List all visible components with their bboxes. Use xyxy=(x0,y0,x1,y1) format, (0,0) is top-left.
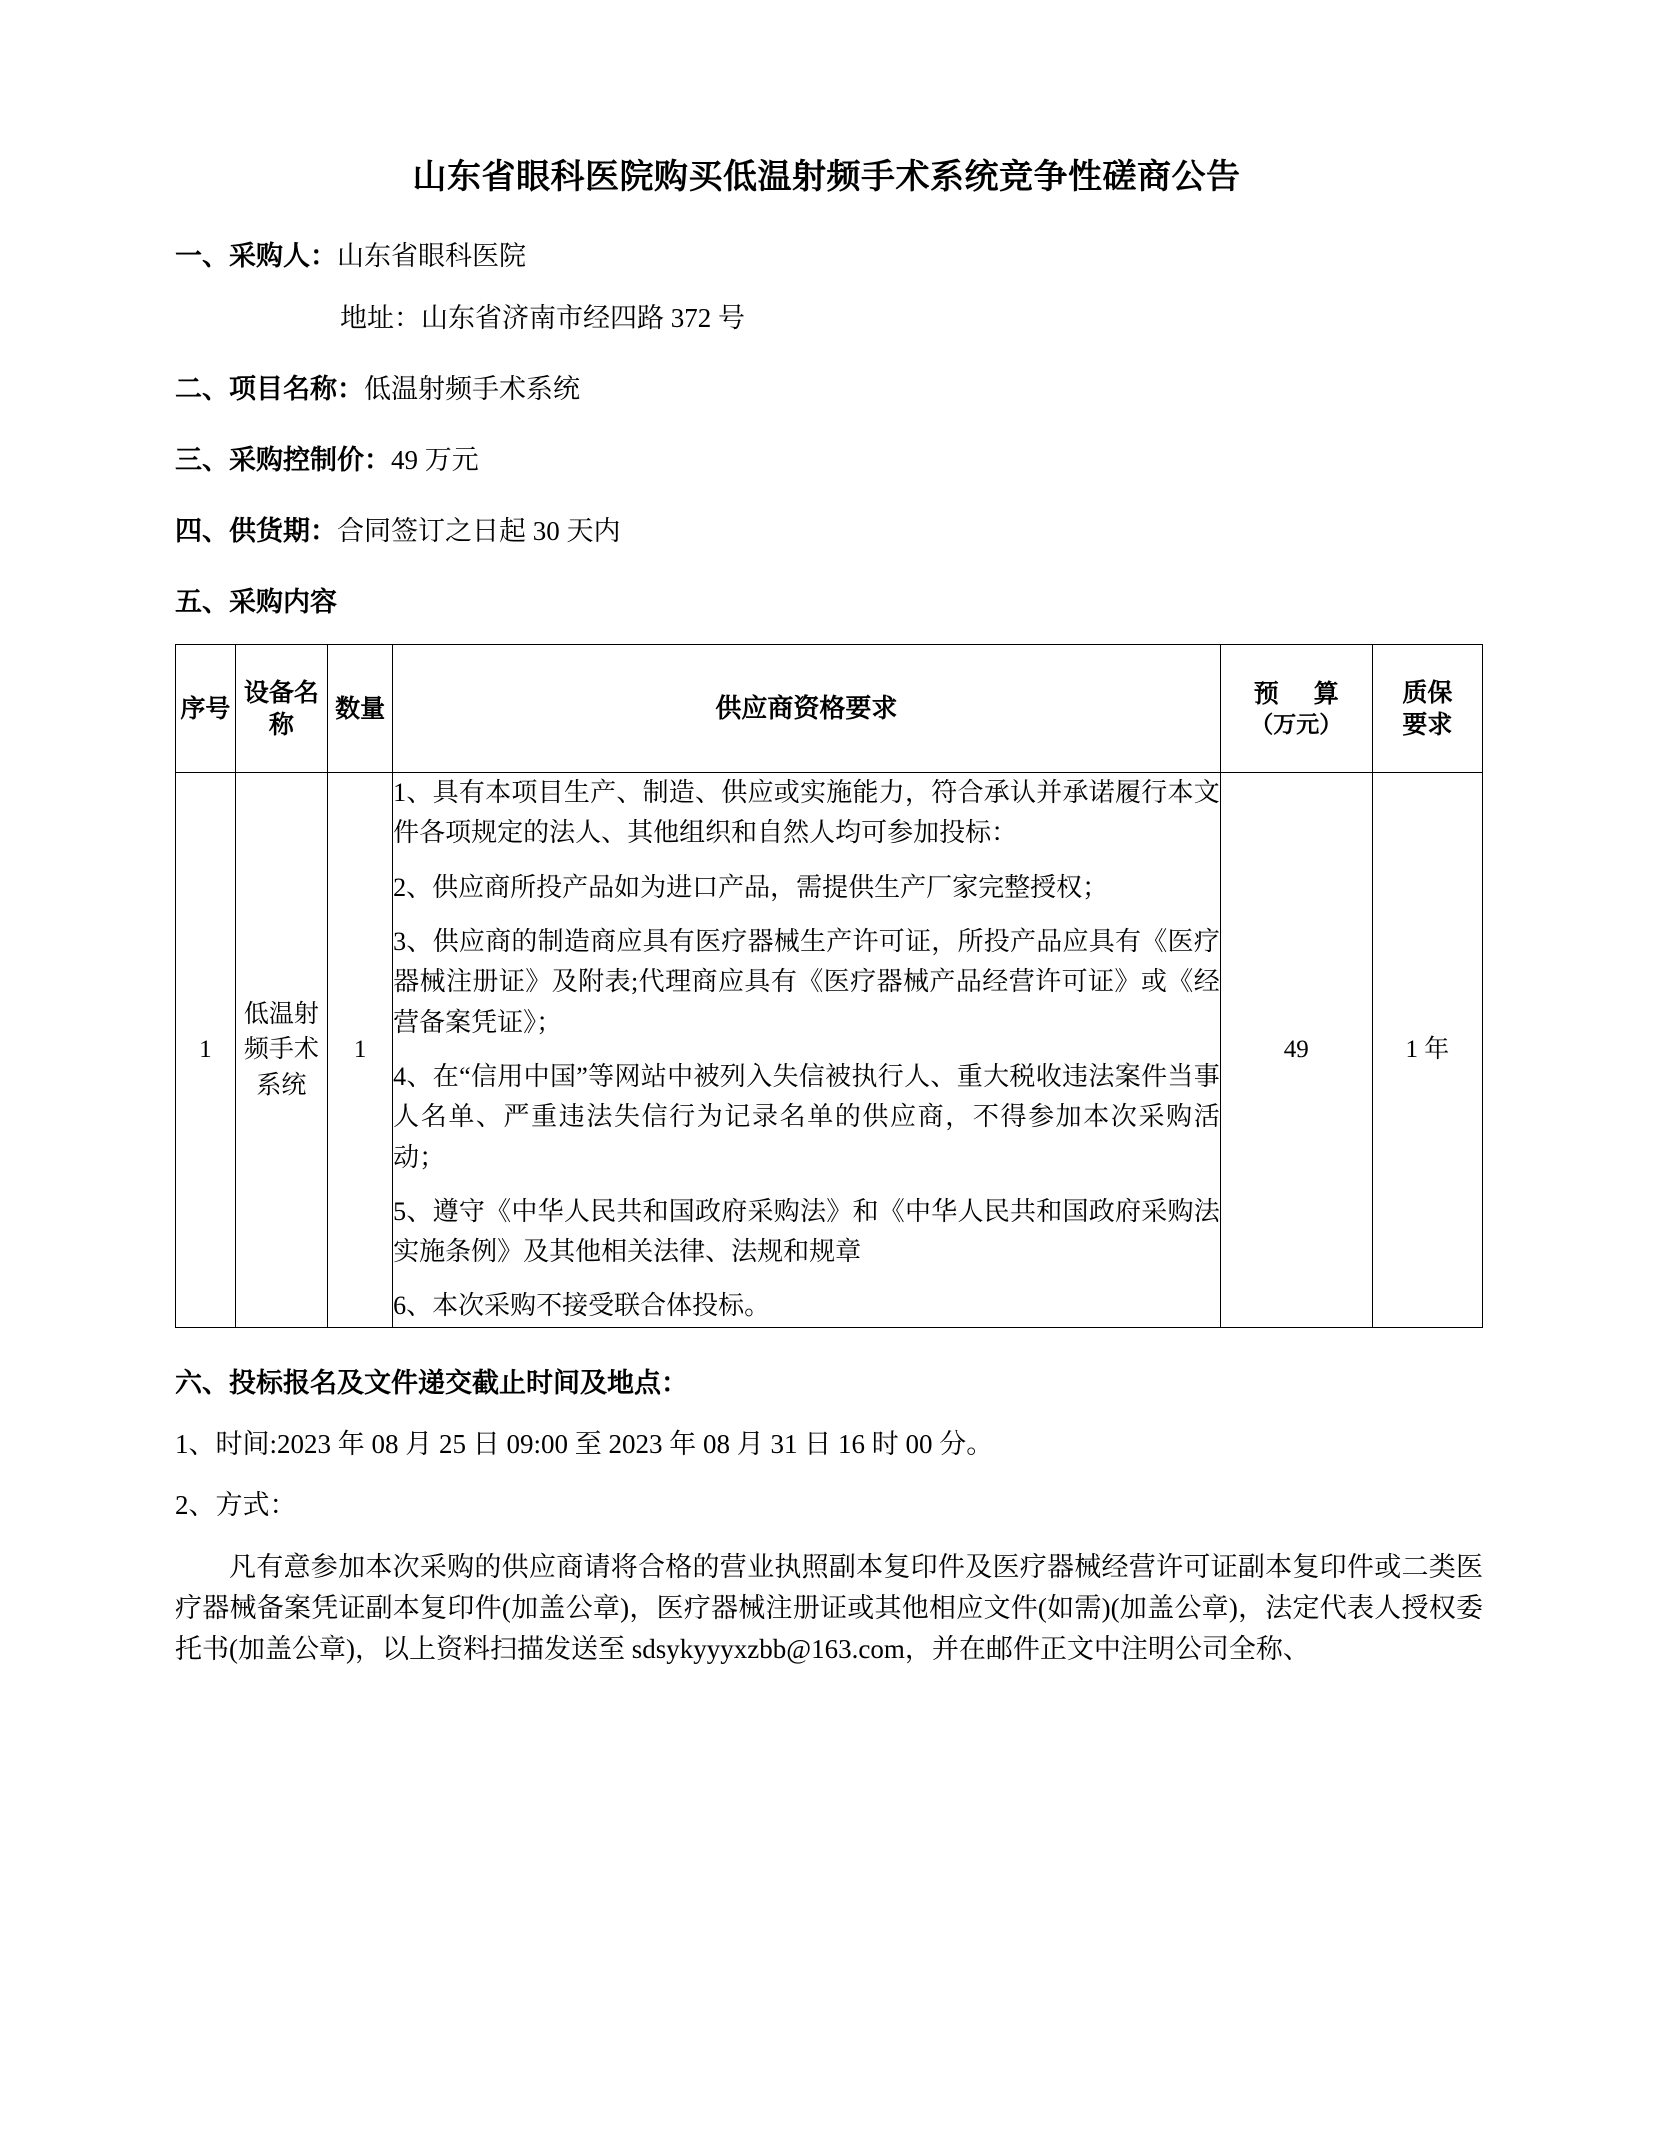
submission-paragraph: 凡有意参加本次采购的供应商请将合格的营业执照副本复印件及医疗器械经营许可证副本复印件或二类医疗器械备案凭证副本复印件(加盖公章)，医疗器械注册证或其他相应文件(如需)(加盖公章)，法定代表人授权委托书(加盖公章)，以上资料扫描发送至 sdsykyyyxzbb@163.com，并在邮件正文中注明公司全称、 xyxy=(175,1551,1483,1664)
section-control-price-label: 三、采购控制价： xyxy=(175,445,391,476)
requirement-item: 1、具有本项目生产、制造、供应或实施能力，符合承认并承诺履行本文件各项规定的法人、其他组织和自然人均可参加投标： xyxy=(393,778,1220,848)
section-delivery-period-value: 合同签订之日起 30 天内 xyxy=(337,516,621,547)
cell-warranty: 1 年 xyxy=(1372,773,1482,1328)
deadline-time-line: 1、时间:2023 年 08 月 25 日 09:00 至 2023 年 08 月 31 日 16 时 00 分。 xyxy=(175,1428,994,1459)
header-quantity: 数量 xyxy=(328,645,393,773)
table-header-row xyxy=(176,645,1483,773)
document-body xyxy=(0,243,1653,1670)
cell-requirements xyxy=(393,773,1221,1328)
procurement-table xyxy=(175,644,1483,1328)
section-delivery-period xyxy=(175,518,1483,545)
section-deadline-heading: 六、投标报名及文件递交截止时间及地点： xyxy=(175,1367,688,1398)
page-title: 山东省眼科医院购买低温射频手术系统竞争性磋商公告 xyxy=(412,158,1241,196)
header-device-name: 设备名称 xyxy=(235,645,327,773)
header-requirements: 供应商资格要求 xyxy=(393,645,1221,773)
purchaser-address: 地址：山东省济南市经四路 372 号 xyxy=(340,303,745,334)
section-procurement-content-heading: 五、采购内容 xyxy=(175,587,337,618)
section-control-price xyxy=(175,447,1483,474)
header-budget-unit: （万元） xyxy=(1250,710,1343,737)
section-control-price-value: 49 万元 xyxy=(391,445,479,476)
header-budget xyxy=(1220,645,1372,773)
section-purchaser-label: 一、采购人： xyxy=(175,241,337,272)
section-project-name xyxy=(175,376,1483,403)
cell-quantity: 1 xyxy=(328,773,393,1328)
requirement-item: 6、本次采购不接受联合体投标。 xyxy=(393,1291,771,1321)
deadline-method-line: 2、方式： xyxy=(175,1489,297,1520)
header-warranty-top: 质保 xyxy=(1402,678,1453,707)
section-purchaser-value: 山东省眼科医院 xyxy=(337,241,526,272)
requirement-item: 5、遵守《中华人民共和国政府采购法》和《中华人民共和国政府采购法实施条例》及其他相关法律、法规和规章 xyxy=(393,1196,1220,1267)
cell-budget: 49 xyxy=(1220,773,1372,1328)
section-delivery-period-label: 四、供货期： xyxy=(175,516,337,547)
table-row xyxy=(176,773,1483,1328)
requirement-item: 2、供应商所投产品如为进口产品，需提供生产厂家完整授权； xyxy=(393,872,1109,902)
cell-device-name: 低温射频手术系统 xyxy=(235,773,327,1328)
header-no: 序号 xyxy=(176,645,236,773)
section-project-name-label: 二、项目名称： xyxy=(175,374,364,405)
header-warranty xyxy=(1372,645,1482,773)
header-warranty-bottom: 要求 xyxy=(1402,710,1453,739)
header-budget-top: 预 算 xyxy=(1253,679,1353,708)
cell-no: 1 xyxy=(176,773,236,1328)
requirement-item: 4、在“信用中国”等网站中被列入失信被执行人、重大税收违法案件当事人名单、严重违法失信行为记录名单的供应商，不得参加本次采购活动； xyxy=(393,1061,1220,1172)
section-project-name-value: 低温射频手术系统 xyxy=(364,374,580,405)
section-purchaser xyxy=(175,243,1483,270)
requirement-item: 3、供应商的制造商应具有医疗器械生产许可证，所投产品应具有《医疗器械注册证》及附表;代理商应具有《医疗器械产品经营许可证》或《经营备案凭证》； xyxy=(393,927,1220,1037)
